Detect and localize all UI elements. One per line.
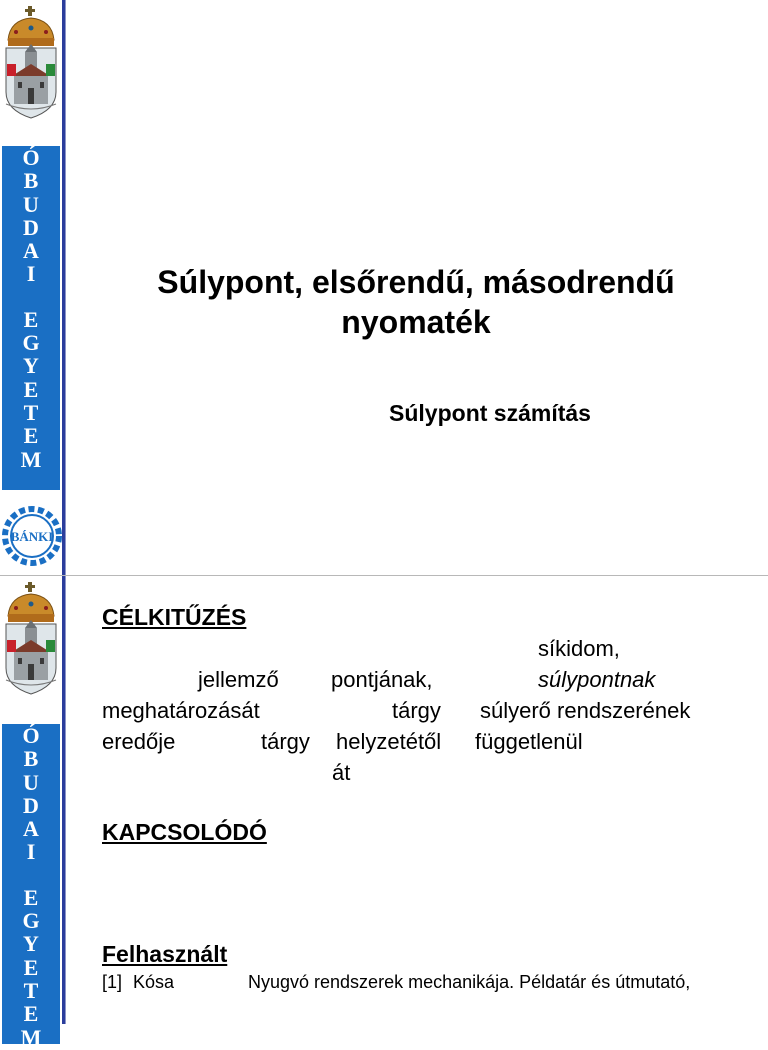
sidebar (0, 0, 66, 575)
objective-word: helyzetétől (336, 729, 442, 754)
letter: Ó (22, 723, 40, 748)
slide-title (100, 262, 732, 342)
objective-word: tárgy (261, 729, 310, 754)
letter: A (23, 816, 39, 842)
letter: E (23, 1001, 39, 1027)
letter: G (22, 908, 40, 934)
letter: E (23, 376, 39, 402)
reference-author: Kósa (133, 972, 175, 992)
related-heading (102, 819, 457, 846)
objective-heading: CÉLKITŰZÉS (102, 604, 247, 630)
objective-word: meghatározását (102, 698, 260, 723)
letter: E (23, 954, 39, 980)
objective-word: súlyerő rendszerének (480, 698, 691, 723)
letter: T (23, 977, 39, 1003)
objective-word: tárgy (392, 698, 441, 723)
letter: B (23, 168, 39, 194)
letter: M (20, 1024, 42, 1050)
letter: U (23, 191, 39, 217)
reference-number: [1] (102, 972, 123, 992)
objective-word: át (332, 760, 351, 785)
letter: E (23, 423, 39, 449)
letter: Y (23, 353, 39, 379)
letter: Ó (22, 145, 40, 170)
objective-word: síkidom, (538, 636, 620, 661)
related-heading-text: KAPCSOLÓDÓ (102, 819, 267, 845)
university-name-band (2, 723, 60, 1050)
spacer (2, 286, 60, 308)
spacer (2, 864, 60, 886)
banki-logo-text: BÁNKI (10, 529, 54, 544)
letter: Y (23, 931, 39, 957)
slide-subtitle: Súlypont számítás (389, 400, 591, 426)
letter: G (22, 330, 40, 356)
letter: U (23, 769, 39, 795)
letter: E (23, 306, 39, 332)
letter: I (26, 261, 36, 287)
title-line: nyomaték (341, 304, 491, 340)
objective-word: jellemző (198, 667, 279, 692)
objective-word: függetlenül (475, 729, 583, 754)
objective-word: pontjának, (331, 667, 433, 692)
letter: I (26, 839, 36, 865)
letter: D (23, 214, 39, 240)
university-crest-icon (2, 582, 60, 696)
objective-slide (0, 576, 768, 1050)
university-crest-icon (2, 6, 60, 120)
objective-word: súlypontnak (538, 667, 656, 692)
banki-logo-icon (2, 506, 62, 566)
letter: T (23, 399, 39, 425)
letter: E (23, 884, 39, 910)
sidebar (0, 576, 66, 1050)
letter: A (23, 238, 39, 264)
reference-title: Nyugvó rendszerek mechanikája. Példatár és útmutató, (248, 972, 691, 992)
letter: D (23, 792, 39, 818)
letter: B (23, 746, 39, 772)
objective-word: eredője (102, 729, 176, 754)
vertical-rule (65, 0, 66, 575)
used-sources-heading (102, 941, 327, 968)
letter: M (20, 446, 42, 472)
title-line: Súlypont, elsőrendű, másodrendű (157, 264, 675, 300)
used-sources-heading-text: Felhasznált (102, 941, 228, 967)
university-name-band (2, 146, 60, 490)
vertical-rule (65, 576, 66, 1024)
